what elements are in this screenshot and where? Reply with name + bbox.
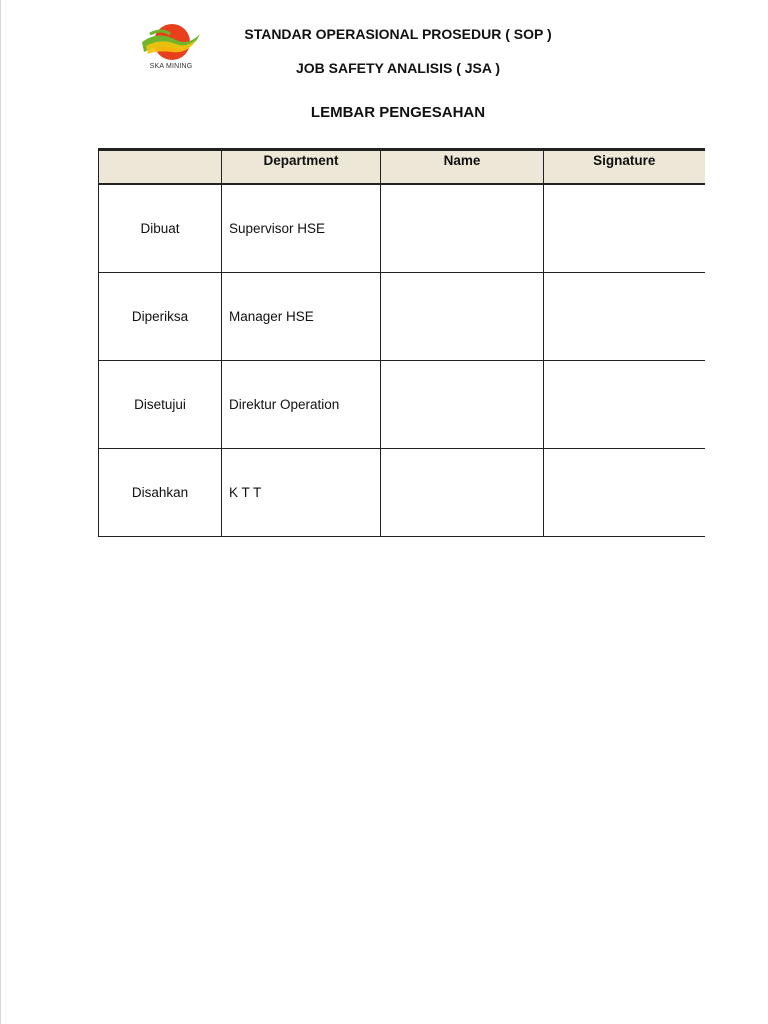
signature-cell[interactable] [544,273,705,361]
role-cell: Disahkan [99,449,222,537]
table-row [99,184,705,273]
department-cell: K T T [222,449,381,537]
column-header [99,150,222,185]
document-title: STANDAR OPERASIONAL PROSEDUR ( SOP ) [244,26,552,42]
table-header-row [99,150,705,185]
department-cell: Manager HSE [222,273,381,361]
approval-table [98,148,705,537]
column-header-signature: Signature [544,150,705,185]
section-title: LEMBAR PENGESAHAN [310,104,486,121]
column-header-name: Name [381,150,544,185]
signature-cell[interactable] [544,449,705,537]
department-cell: Supervisor HSE [222,184,381,273]
role-cell: Dibuat [99,184,222,273]
name-cell[interactable] [381,184,544,273]
table-row [99,273,705,361]
page-edge [0,0,1,1024]
role-cell: Disetujui [99,361,222,449]
logo-text: SKA MINING [149,63,193,70]
signature-cell[interactable] [544,361,705,449]
document-subtitle: JOB SAFETY ANALISIS ( JSA ) [295,60,501,76]
table-row [99,361,705,449]
name-cell[interactable] [381,273,544,361]
name-cell[interactable] [381,361,544,449]
column-header-department: Department [222,150,381,185]
table-row [99,449,705,537]
signature-cell[interactable] [544,184,705,273]
role-cell: Diperiksa [99,273,222,361]
department-cell: Direktur Operation [222,361,381,449]
name-cell[interactable] [381,449,544,537]
